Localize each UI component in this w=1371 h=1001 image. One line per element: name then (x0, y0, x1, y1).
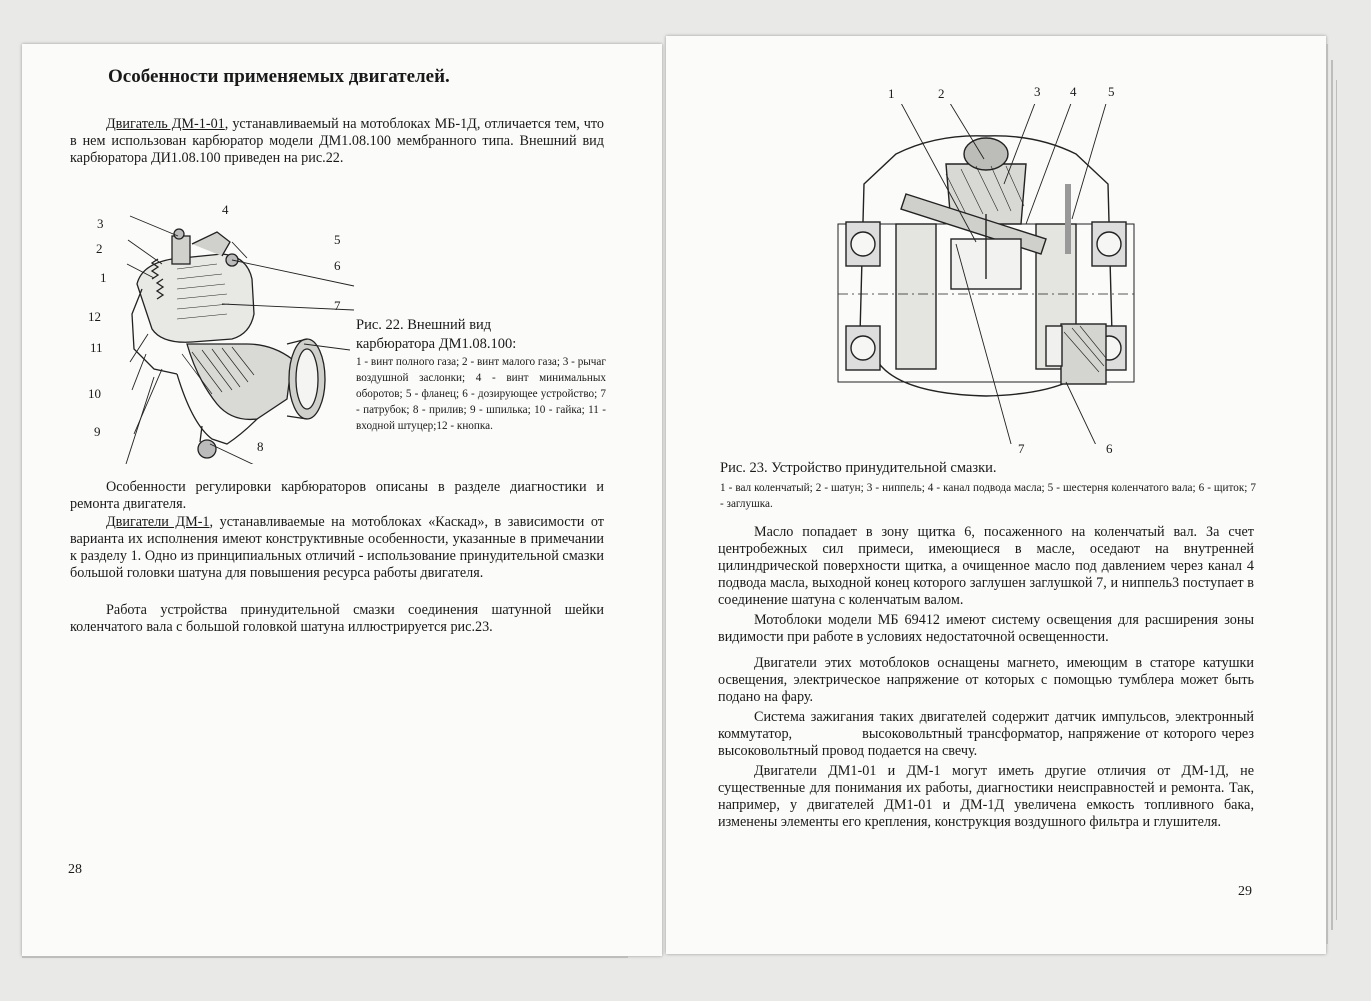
magneto-paragraph: Двигатели этих мотоблоков оснащены магнето, имеющим в статоре катушки освещения, электрическое напряжение от которых с помощью тумблера может быть подано на фару. (718, 655, 1254, 705)
page-edge-line (1336, 80, 1337, 920)
fig22-caption-title: Рис. 22. Внешний вид карбюратора ДМ1.08.100: (356, 317, 517, 352)
lighting-paragraph: Мотоблоки модели МБ 69412 имеют систему освещения для расширения зоны видимости при работе в условиях недостаточной освещенности. (718, 612, 1254, 645)
fig23-label-7: 7 (1018, 441, 1025, 456)
fig23-label-1: 1 (888, 86, 895, 101)
page-number-left: 28 (68, 862, 82, 877)
fig22-label-8: 8 (257, 439, 264, 454)
page-edge-line (1331, 60, 1333, 930)
intro-paragraph (70, 116, 604, 167)
fig22-label-3: 3 (97, 216, 104, 231)
fig23-label-2: 2 (938, 86, 945, 101)
fig22-label-6: 6 (334, 258, 341, 273)
fig23-caption-title: Рис. 23. Устройство принудительной смазки. (720, 460, 997, 476)
fig23-label-5: 5 (1108, 84, 1115, 99)
fig22-label-7: 7 (334, 298, 341, 313)
fig23-caption-legend: 1 - вал коленчатый; 2 - шатун; 3 - ниппель; 4 - канал подвода масла; 5 - шестерня коленчатого вала; 6 - щиток; 7 - заглушка. (720, 482, 1256, 510)
fig22-label-11: 11 (90, 340, 103, 355)
fig22-label-4: 4 (222, 202, 229, 217)
left-page (22, 44, 662, 956)
fig23-label-3: 3 (1034, 84, 1041, 99)
adjustment-paragraph: Особенности регулировки карбюраторов описаны в разделе диагностики и ремонта двигателя. (70, 479, 604, 512)
fig23-label-4: 4 (1070, 84, 1077, 99)
fig22-label-2: 2 (96, 241, 103, 256)
dm1-paragraph (70, 514, 604, 582)
crankcase-drawing (838, 136, 1134, 396)
lubrication-figure (836, 104, 1136, 444)
ignition-paragraph: Система зажигания таких двигателей содержит датчик импульсов, электронный коммутатор, высоковольтный трансформатор, напряжение от которого через высоковольтный провод подается на свечу. (718, 709, 1258, 759)
carburetor-figure (82, 194, 372, 464)
engines-dm-1-link-text: Двигатели ДМ-1 (106, 514, 210, 530)
page-edge-line (1326, 44, 1328, 944)
fig23-label-6: 6 (1106, 441, 1113, 456)
page-title: Особенности применяемых двигателей. (108, 66, 450, 87)
engine-dm-1-01-link-text: Двигатель ДМ-1-01 (106, 116, 225, 132)
right-page (666, 36, 1326, 954)
fig22-label-10: 10 (88, 386, 101, 401)
fig22-label-12: 12 (88, 309, 101, 324)
fig22-caption-legend: 1 - винт полного газа; 2 - винт малого газа; 3 - рычаг воздушной заслонки; 4 - винт минимальных оборотов; 5 - фланец; 6 - дозирующее устройство; 7 - патрубок; 8 - прилив; 9 - шпилька; 10 - гайка; 11 - входной штуцер;12 - кнопка. (356, 356, 606, 432)
intro-text: , устанавливаемый на мотоблоках МБ-1Д, отличается тем, что в нем использован карбюратор модели ДМ1.08.100 мембранного типа. Внешний вид карбюратора ДИ1.08.100 приведен на рис.22. (70, 116, 604, 166)
fig22-label-1: 1 (100, 270, 107, 285)
right-text-column (718, 524, 1258, 831)
oil-paragraph: Масло попадает в зону щитка 6, посаженного на коленчатый вал. За счет центробежных сил примеси, имеющиеся в масле, оседают на внутренней цилиндрической поверхности щитка, а очищенное масло под давлением через канал 4 подвода масла, выходной конец которого заглушен заглушкой 7, и ниппель3 поступает в соединение шатуна с коленчатым валом. (718, 524, 1254, 608)
lubrication-paragraph: Работа устройства принудительной смазки соединения шатунной шейки коленчатого вала с большой головкой шатуна иллюстрируется рис.23. (70, 602, 604, 635)
dm1-text: , устанавливаемые на мотоблоках «Каскад», в зависимости от варианта их исполнения имеют конструктивные особенности, указанные в примечании к разделу 1. Одно из принципиальных отличий - использование принудительной смазки большой головки шатуна для повышения ресурса работы двигателя. (70, 514, 604, 581)
fig22-label-5: 5 (334, 232, 341, 247)
differences-paragraph: Двигатели ДМ1-01 и ДМ-1 могут иметь другие отличия от ДМ-1Д, не существенные для понимания их работы, диагностики неисправностей и ремонта. Так, например, у двигателей ДМ1-01 и ДМ-1Д увеличена емкость топливного бака, изменены элементы его крепления, конструкция воздушного фильтра и глушителя. (718, 763, 1254, 830)
fig22-label-9: 9 (94, 424, 101, 439)
page-number-right: 29 (1238, 884, 1252, 899)
carburetor-leader-lines (126, 216, 354, 464)
page-edge-line (22, 956, 628, 958)
